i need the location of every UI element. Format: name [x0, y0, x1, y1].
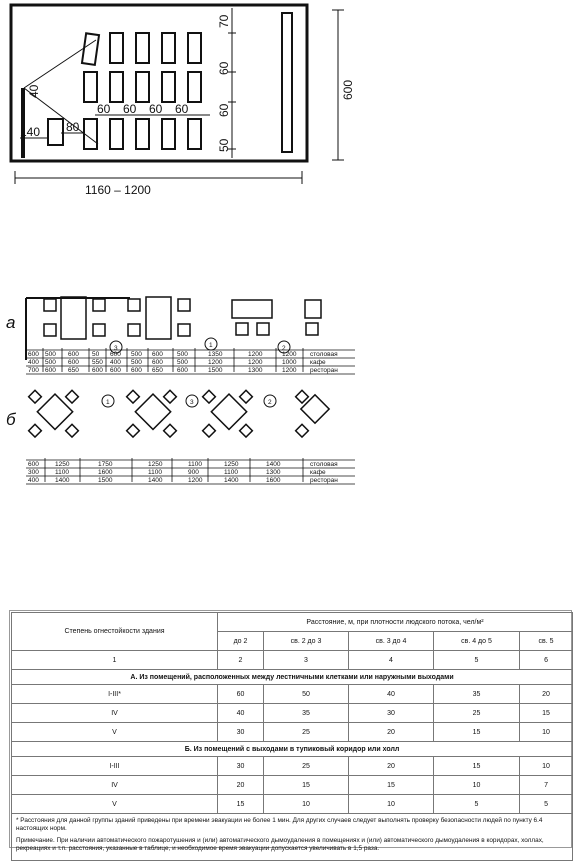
density-col: св. 4 до 5 [434, 632, 520, 651]
dim-cell: 1200 [248, 351, 263, 358]
circle-3-b: 3 [190, 399, 194, 406]
dim-cell: 700 [28, 367, 39, 374]
dim-cell: 600 [92, 367, 103, 374]
table-row [12, 685, 573, 704]
density-col: св. 2 до 3 [264, 632, 349, 651]
table-cell: 15 [264, 776, 349, 795]
dim-cell: 50 [92, 351, 100, 358]
dim-cell: 500 [177, 359, 188, 366]
circle-3-a: 3 [114, 345, 118, 352]
counter [282, 13, 292, 152]
table-cell: 1 [12, 651, 218, 670]
table-cell: 25 [264, 757, 349, 776]
table-row-2 [84, 72, 201, 102]
footnote: * Расстояния для данной группы зданий приведены при времени эвакуации не более 1 мин. Для других случаев следует выполнять проверку безопасности людей по пункту 6.4 настоящих норм. [16, 817, 543, 832]
dim-cell: 1400 [148, 477, 163, 484]
dim-cell: кафе [310, 359, 326, 366]
table-cell: 20 [218, 776, 264, 795]
circle-2-b: 2 [268, 399, 272, 406]
table-row [12, 776, 573, 795]
dim-cell: 600 [45, 367, 56, 374]
col-group-header: Расстояние, м, при плотности людского потока, чел/м² [218, 613, 573, 632]
dim-cell: 1750 [98, 461, 113, 468]
section-a-title: А. Из помещений, расположенных между лестничными клетками или наружными выходами [12, 670, 573, 685]
table-row [12, 757, 573, 776]
dim-cell: 1100 [55, 469, 69, 476]
variant-a-furniture [44, 297, 321, 339]
room-outline [11, 5, 307, 161]
dim-cell: 1300 [248, 367, 263, 374]
table-cell: I-III* [12, 685, 218, 704]
dim-cell: 1300 [266, 469, 281, 476]
dim-cell: 1250 [55, 461, 70, 468]
dim-room-width: 600 [341, 79, 355, 100]
table-cell: V [12, 795, 218, 814]
dim-cell: 500 [131, 351, 142, 358]
dim-cell: 600 [28, 351, 39, 358]
table-cell: IV [12, 704, 218, 723]
table-cell: 2 [218, 651, 264, 670]
dim-row-gap-top: 70 [217, 14, 231, 28]
table-cell: 3 [264, 651, 349, 670]
dim-cell: 1200 [248, 359, 263, 366]
dim-room-length: 1160 – 1200 [85, 183, 151, 197]
table-cell: 15 [434, 723, 520, 742]
dim-left-offset: 140 [20, 125, 41, 139]
density-col: до 2 [218, 632, 264, 651]
table-cell: 60 [218, 685, 264, 704]
table-row [12, 723, 573, 742]
dim-cell: 1500 [208, 367, 223, 374]
dim-cell: столовая [310, 461, 338, 468]
table-row [12, 795, 573, 814]
dim-cell: 600 [68, 359, 79, 366]
table-cell: 20 [520, 685, 573, 704]
dim-col-b: 60 [123, 102, 137, 116]
section-b-title: Б. Из помещений с выходами в тупиковый коридор или холл [12, 742, 573, 757]
dim-cell: 900 [188, 469, 199, 476]
dim-cell: 1000 [282, 359, 297, 366]
evacuation-distance-table [11, 612, 573, 861]
dim-row-gap-bottom: 50 [217, 138, 231, 152]
table-cell: 10 [349, 795, 434, 814]
table-cell: 15 [520, 704, 573, 723]
dim-cell: 1250 [224, 461, 239, 468]
dim-cell: 550 [92, 359, 103, 366]
dim-first-gap: 80 [66, 120, 80, 134]
table-cell: IV [12, 776, 218, 795]
room-plan-figure [0, 0, 581, 200]
dim-cell: 400 [110, 359, 121, 366]
table-cell: 30 [218, 723, 264, 742]
table-cell: 10 [520, 723, 573, 742]
dim-cell: 600 [68, 351, 79, 358]
table-cell: 25 [264, 723, 349, 742]
table-cell: 35 [264, 704, 349, 723]
dim-cell: столовая [310, 351, 338, 358]
table-row-1 [82, 33, 201, 65]
index-row [12, 651, 573, 670]
dim-diag: 40 [27, 84, 41, 98]
dim-cell: 500 [45, 351, 56, 358]
dim-row-gap-mid: 60 [217, 61, 231, 75]
density-col: св. 3 до 4 [349, 632, 434, 651]
dim-cell: 1250 [148, 461, 163, 468]
table-cell: 30 [349, 704, 434, 723]
table-cell: 4 [349, 651, 434, 670]
table-cell: 5 [434, 795, 520, 814]
dim-cell: 600 [110, 367, 121, 374]
table-cell: 15 [349, 776, 434, 795]
table-cell: I-III [12, 757, 218, 776]
dim-cell: 1200 [282, 351, 297, 358]
dim-cell: 1100 [224, 469, 238, 476]
table-row [12, 704, 573, 723]
dim-cell: 650 [68, 367, 79, 374]
label-b: б [6, 410, 16, 429]
furniture-layout-figure [0, 280, 581, 500]
table-cell: 10 [264, 795, 349, 814]
table-cell: 6 [520, 651, 573, 670]
dim-cell: 1200 [188, 477, 203, 484]
table-cell: 5 [520, 795, 573, 814]
table-cell: 50 [264, 685, 349, 704]
dim-cell: 1600 [266, 477, 281, 484]
table-cell: 35 [434, 685, 520, 704]
dim-cell: 600 [110, 351, 121, 358]
table-cell: 10 [434, 776, 520, 795]
table-cell: 5 [434, 651, 520, 670]
table-cell: 30 [218, 757, 264, 776]
table-cell: 7 [520, 776, 573, 795]
dim-cell: 600 [152, 351, 163, 358]
dim-cell: ресторан [310, 477, 338, 484]
dim-cell: 500 [177, 351, 188, 358]
dim-cell: 1200 [282, 367, 297, 374]
dim-cell: 400 [28, 477, 39, 484]
remark: Примечание. При наличии автоматического пожаротушения и (или) автоматического дымоудаления в помещениях и (или) автоматического дымоудаления в коридорах, холлах, рекреациях и т.п. расстояния, указанные в таблице, и необходимое время эвакуации допускается увеличивать в 1,5 раза. [16, 837, 544, 852]
dim-col-c: 60 [149, 102, 163, 116]
dim-cell: 1600 [98, 469, 113, 476]
label-a: а [6, 313, 16, 332]
dim-cell: 600 [28, 461, 39, 468]
dim-cell: 1350 [208, 351, 223, 358]
dim-cell: 500 [45, 359, 56, 366]
dim-cell: 1100 [188, 461, 202, 468]
table-cell: 40 [349, 685, 434, 704]
col-header-fire-resistance: Степень огнестойкости здания [12, 613, 218, 651]
table-cell: 25 [434, 704, 520, 723]
density-col: св. 5 [520, 632, 573, 651]
table-cell: 10 [520, 757, 573, 776]
table-cell: 20 [349, 757, 434, 776]
dim-cell: 1100 [148, 469, 162, 476]
dim-col-a: 60 [97, 102, 111, 116]
dim-cell: 1400 [55, 477, 70, 484]
dim-cell: 1400 [224, 477, 239, 484]
dim-cell: 300 [28, 469, 39, 476]
circle-1-b: 1 [106, 399, 110, 406]
dim-cell: 600 [152, 359, 163, 366]
table-cell: 40 [218, 704, 264, 723]
dim-cell: кафе [310, 469, 326, 476]
dim-cell: 600 [177, 367, 188, 374]
dim-cell: 400 [28, 359, 39, 366]
table-notes [12, 814, 573, 861]
circle-2-a: 2 [282, 345, 286, 352]
dim-cell: 1400 [266, 461, 281, 468]
circle-1-a: 1 [209, 342, 213, 349]
dim-cell: 1200 [208, 359, 223, 366]
variant-b-furniture [29, 390, 330, 437]
dim-col-d: 60 [175, 102, 189, 116]
table-cell: V [12, 723, 218, 742]
table-cell: 15 [434, 757, 520, 776]
dim-cell: 500 [131, 359, 142, 366]
table-cell: 15 [218, 795, 264, 814]
table-cell: 20 [349, 723, 434, 742]
dim-cell: 650 [152, 367, 163, 374]
dim-cell: 600 [131, 367, 142, 374]
dim-row-gap-low: 60 [217, 103, 231, 117]
dim-cell: ресторан [310, 367, 338, 374]
dim-cell: 1500 [98, 477, 113, 484]
